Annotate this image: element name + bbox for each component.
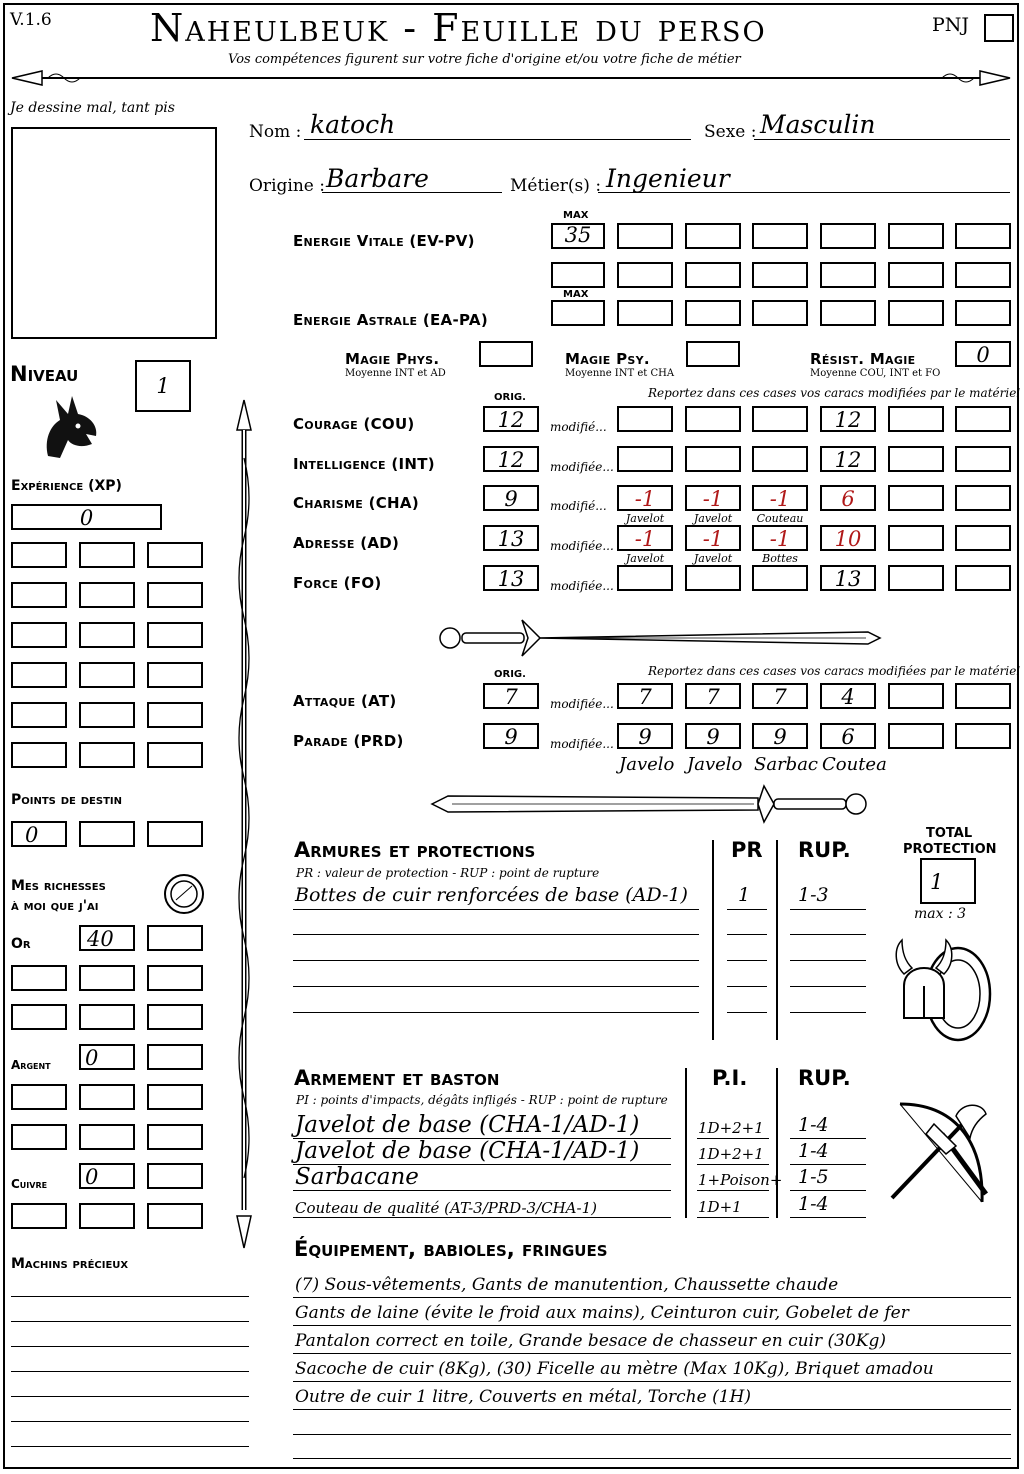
resist-magie-label: Résist. Magie [810,350,916,368]
combat-orig-label: ORIG. [494,669,526,680]
stat-mod-box[interactable]: 12 [820,446,876,472]
armement-rup-line [790,1164,866,1165]
ev-box[interactable] [955,223,1011,249]
armure-line [293,909,699,910]
xp-box[interactable] [147,622,203,648]
armement-rup-header: RUP. [798,1066,851,1090]
combat-label-prd: Parade (PRD) [293,732,404,750]
stat-mod-box[interactable] [752,446,808,472]
armement-pi-line [697,1217,769,1218]
ev-box[interactable] [955,262,1011,288]
pnj-checkbox[interactable] [984,14,1014,42]
modifie-label: modifiée... [550,579,614,593]
sheet-subtitle: Vos compétences figurent sur votre fiche d'origine et/ou votre fiche de métier [228,52,741,67]
armement-rup[interactable]: 1-4 [798,1114,829,1136]
precieux-line [11,1446,249,1447]
sword-icon [428,616,884,660]
combat-mod-box[interactable]: 7 [685,683,741,709]
stat-mod-caption: Bottes [762,552,798,565]
stat-orig-cha[interactable]: 9 [483,485,539,511]
ea-box[interactable] [888,300,944,326]
stat-mod-box[interactable] [685,446,741,472]
stat-orig-ad[interactable]: 13 [483,525,539,551]
sword-icon [428,782,874,826]
armement-line [293,1217,671,1218]
armement-pi-line [697,1164,769,1165]
stat-mod-box[interactable] [955,565,1011,591]
armement-name[interactable]: Couteau de qualité (AT-3/PRD-3/CHA-1) [295,1199,597,1217]
ea-box[interactable] [617,300,673,326]
armure-pr-line [727,934,767,935]
equipement-line [293,1409,1011,1410]
stat-mod-box[interactable]: 12 [820,406,876,432]
stat-mod-box[interactable] [955,485,1011,511]
armures-rup-header: RUP. [798,838,851,862]
ea-box[interactable] [955,300,1011,326]
bow-axe-icon [882,1094,998,1214]
ea-box[interactable] [752,300,808,326]
xp-label: Expérience (XP) [11,478,122,494]
combat-label-at: Attaque (AT) [293,692,397,710]
stat-mod-box[interactable] [955,525,1011,551]
sexe-line [754,139,1010,140]
combat-report-note: Reportez dans ces cases vos caracs modifiées par le matériel [648,664,1021,678]
armement-line [293,1190,671,1191]
armement-pi[interactable]: 1+Poison+ [698,1171,783,1189]
armement-pi[interactable]: 1D+2+1 [698,1119,764,1137]
origine-line [322,192,502,193]
weapon-caption: Sarbac [754,754,819,775]
portrait-box[interactable] [11,127,217,339]
ev-box[interactable] [820,223,876,249]
metier-label: Métier(s) : [510,176,602,196]
argent-box[interactable] [79,1084,135,1110]
ev-max-label: MAX [563,210,589,221]
xp-box[interactable] [79,622,135,648]
ev-box[interactable] [617,223,673,249]
pr-header: PR [731,838,763,862]
stat-mod-box[interactable] [955,406,1011,432]
armure-pr-line [727,960,767,961]
helmet-shield-icon [890,930,996,1044]
xp-box[interactable] [147,702,203,728]
armure-rup-line [790,1012,866,1013]
combat-mod-box[interactable]: 9 [752,723,808,749]
origine-label: Origine : [249,176,325,196]
armement-name[interactable]: Sarbacane [295,1164,419,1190]
sexe-label: Sexe : [704,122,757,142]
spear-divider-icon [8,66,1014,90]
combat-orig-prd[interactable]: 9 [483,723,539,749]
armement-rup-line [790,1190,866,1191]
equipement-item[interactable]: Gants de laine (évite le froid aux mains), Ceinturon cuir, Gobelet de fer [295,1303,909,1323]
modifie-label: modifié... [550,499,607,513]
argent-box[interactable] [79,1124,135,1150]
stat-mod-caption: Javelot [693,552,733,565]
ev-box[interactable] [685,223,741,249]
modifie-label: modifiée... [550,697,614,711]
stat-label-cha: Charisme (CHA) [293,494,419,512]
combat-mod-box[interactable]: 6 [820,723,876,749]
ev-box[interactable] [752,262,808,288]
stat-mod-box[interactable] [888,406,944,432]
niveau-label: Niveau [10,362,79,386]
equipement-line [293,1434,1011,1435]
sexe-value[interactable]: Masculin [760,110,876,139]
combat-mod-box[interactable]: 4 [820,683,876,709]
ev-max-box[interactable]: 35 [551,223,605,249]
ev-box[interactable] [820,262,876,288]
stat-mod-box[interactable]: 13 [820,565,876,591]
equipement-line [293,1353,1011,1354]
armement-divider [685,1068,687,1218]
or-box[interactable]: 40 [79,925,135,951]
xp-box[interactable] [147,662,203,688]
combat-orig-at[interactable]: 7 [483,683,539,709]
magie-psy-note: Moyenne INT et CHA [565,368,675,379]
modifie-label: modifiée... [550,460,614,474]
stat-mod-box[interactable]: -1 [617,525,673,551]
stat-mod-box[interactable]: -1 [685,485,741,511]
argent-box[interactable] [147,1084,203,1110]
stat-mod-box[interactable]: -1 [752,485,808,511]
cuivre-box[interactable] [147,1163,203,1189]
or-box[interactable] [147,1004,203,1030]
stat-mod-box[interactable] [685,406,741,432]
equipement-item[interactable]: Sacoche de cuir (8Kg), (30) Ficelle au mètre (Max 10Kg), Briquet amadou [295,1359,934,1379]
ev-box[interactable] [888,262,944,288]
cuivre-box[interactable] [147,1203,203,1229]
armement-rup[interactable]: 1-4 [798,1193,829,1215]
origine-value[interactable]: Barbare [326,164,429,193]
orig-label: ORIG. [494,392,526,403]
precieux-line [11,1321,249,1322]
armement-rup[interactable]: 1-4 [798,1140,829,1162]
stat-mod-box[interactable] [685,565,741,591]
stat-label-fo: Force (FO) [293,574,382,592]
armures-note: PR : valeur de protection - RUP : point de rupture [296,866,600,880]
ea-max-label: MAX [563,289,589,300]
combat-mod-box[interactable]: 9 [685,723,741,749]
cuivre-box[interactable] [79,1203,135,1229]
xp-box[interactable] [79,702,135,728]
stat-label-ad: Adresse (AD) [293,534,400,552]
xp-box[interactable] [11,662,67,688]
stat-mod-caption: Javelot [625,512,665,525]
sheet-title: Naheulbeuk - Feuille du perso [150,6,767,50]
report-note: Reportez dans ces cases vos caracs modifiées par le matériel [648,386,1021,400]
modifie-label: modifiée... [550,539,614,553]
ev-box[interactable] [888,223,944,249]
ev-label: Energie Vitale (EV-PV) [293,232,475,250]
stat-mod-box[interactable] [752,406,808,432]
stat-mod-box[interactable]: -1 [617,485,673,511]
stat-mod-box[interactable]: 10 [820,525,876,551]
armement-pi-line [697,1190,769,1191]
combat-mod-box[interactable]: 9 [617,723,673,749]
equipement-line [293,1325,1011,1326]
stat-mod-box[interactable] [617,406,673,432]
combat-mod-box[interactable]: 7 [752,683,808,709]
combat-mod-box[interactable] [888,683,944,709]
modifie-label: modifiée... [550,737,614,751]
cuivre-label: Cuivre [11,1177,48,1191]
combat-mod-box[interactable] [955,683,1011,709]
armure-name[interactable]: Bottes de cuir renforcées de base (AD-1) [295,884,688,906]
richesses-label: Mes richesses [11,878,106,894]
magie-phys-label: Magie Phys. [345,350,440,368]
stat-mod-box[interactable] [888,525,944,551]
version-label: V.1.6 [10,10,52,30]
armure-rup[interactable]: 1-3 [798,884,829,906]
stat-label-cou: Courage (COU) [293,415,415,433]
xp-box[interactable]: 0 [11,504,162,530]
precieux-line [11,1396,249,1397]
equipement-item[interactable]: Outre de cuir 1 litre, Couverts en métal, Torche (1H) [295,1387,751,1407]
equipement-title: Équipement, babioles, fringues [294,1237,608,1261]
armement-title: Armement et baston [294,1066,500,1090]
xp-box[interactable] [79,742,135,768]
argent-box[interactable] [147,1044,203,1070]
armure-line [293,960,699,961]
armure-pr[interactable]: 1 [738,884,751,906]
armement-pi[interactable]: 1D+1 [698,1198,742,1216]
stat-label-int: Intelligence (INT) [293,455,435,473]
total-protection-label-2: PROTECTION [903,842,997,857]
precieux-line [11,1421,249,1422]
nom-value[interactable]: katoch [310,110,396,139]
armement-rup[interactable]: 1-5 [798,1166,829,1188]
cuivre-box[interactable]: 0 [79,1163,135,1189]
equipement-line [293,1458,1011,1459]
armement-pi[interactable]: 1D+2+1 [698,1145,764,1163]
armures-title: Armures et protections [294,838,536,862]
niveau-box[interactable]: 1 [135,360,191,412]
armure-line [293,986,699,987]
or-box[interactable] [79,1004,135,1030]
resist-magie-box[interactable]: 0 [955,341,1011,367]
weapon-caption: Javelo [687,754,743,775]
armure-pr-line [727,1012,767,1013]
armement-note: PI : points d'impacts, dégâts infligés - RUP : point de rupture [296,1093,668,1107]
armure-rup-line [790,909,866,910]
xp-box[interactable] [11,702,67,728]
metier-line [598,192,1010,193]
armure-line [293,934,699,935]
xp-box[interactable] [147,542,203,568]
destin-box[interactable]: 0 [11,821,67,847]
stat-mod-caption: Couteau [756,512,804,525]
xp-box[interactable] [147,742,203,768]
armure-rup-line [790,960,866,961]
stat-mod-box[interactable] [752,565,808,591]
stat-mod-caption: Javelot [693,512,733,525]
total-protection-label: TOTAL [926,826,973,841]
precieux-line [11,1371,249,1372]
ev-box[interactable] [617,262,673,288]
ea-label: Energie Astrale (EA-PA) [293,311,488,329]
armement-divider [776,1068,778,1218]
stat-orig-fo[interactable]: 13 [483,565,539,591]
or-box[interactable] [11,965,67,991]
armure-pr-line [727,986,767,987]
destin-box[interactable] [147,821,203,847]
stat-mod-caption: Javelot [625,552,665,565]
vertical-spear-icon [226,398,262,1250]
ea-box[interactable] [820,300,876,326]
stat-mod-box[interactable] [617,446,673,472]
armement-name[interactable]: Javelot de base (CHA-1/AD-1) [295,1112,640,1138]
coin-icon [162,872,206,916]
stat-mod-box[interactable] [617,565,673,591]
argent-label: Argent [11,1058,51,1072]
combat-mod-box[interactable] [888,723,944,749]
stat-mod-box[interactable] [888,485,944,511]
armement-rup-line [790,1217,866,1218]
dragon-icon [38,392,104,462]
argent-box[interactable] [11,1124,67,1150]
nom-label: Nom : [249,122,302,142]
or-box[interactable] [79,965,135,991]
xp-box[interactable] [11,582,67,608]
magie-psy-box[interactable] [686,341,740,367]
xp-box[interactable] [147,582,203,608]
xp-box[interactable] [11,742,67,768]
pi-header: P.I. [712,1066,748,1090]
ev-box[interactable] [551,262,605,288]
richesses-label-2: à moi que j'ai [11,898,99,914]
stat-mod-box[interactable]: -1 [685,525,741,551]
destin-label: Points de destin [11,792,122,808]
armure-line [293,1012,699,1013]
combat-mod-box[interactable]: 7 [617,683,673,709]
xp-box[interactable] [79,582,135,608]
xp-box[interactable] [79,662,135,688]
armure-rup-line [790,986,866,987]
magie-phys-box[interactable] [479,341,533,367]
equipement-line [293,1381,1011,1382]
cuivre-box[interactable] [11,1203,67,1229]
armement-rup-line [790,1138,866,1139]
portrait-caption: Je dessine mal, tant pis [10,100,175,116]
ea-max-box[interactable] [551,300,605,326]
ev-box[interactable] [685,262,741,288]
stat-mod-box[interactable] [888,565,944,591]
stat-mod-box[interactable] [888,446,944,472]
magie-psy-label: Magie Psy. [565,350,650,368]
argent-box[interactable] [11,1084,67,1110]
equipement-line [293,1297,1011,1298]
modifie-label: modifié... [550,420,607,434]
armures-divider [712,840,714,1040]
argent-box[interactable]: 0 [79,1044,135,1070]
destin-box[interactable] [79,821,135,847]
xp-box[interactable] [11,622,67,648]
pnj-label: PNJ [932,14,970,36]
resist-magie-note: Moyenne COU, INT et FO [810,368,941,379]
equipement-item[interactable]: Pantalon correct en toile, Grande besace de chasseur en cuir (30Kg) [295,1331,886,1351]
xp-box[interactable] [11,542,67,568]
magie-phys-note: Moyenne INT et AD [345,368,446,379]
ev-box[interactable] [752,223,808,249]
or-box[interactable] [147,965,203,991]
armement-name[interactable]: Javelot de base (CHA-1/AD-1) [295,1138,640,1164]
nom-line [304,139,691,140]
max-protection-label: max : 3 [914,906,967,922]
or-box[interactable] [11,1004,67,1030]
armement-pi-line [697,1138,769,1139]
or-box[interactable] [147,925,203,951]
armures-divider [776,840,778,1040]
precieux-line [11,1296,249,1297]
armure-rup-line [790,934,866,935]
precieux-label: Machins précieux [11,1256,129,1272]
ea-box[interactable] [685,300,741,326]
or-label: Or [11,936,31,952]
stat-orig-int[interactable]: 12 [483,446,539,472]
stat-mod-box[interactable]: -1 [752,525,808,551]
argent-box[interactable] [147,1124,203,1150]
stat-mod-box[interactable] [955,446,1011,472]
metier-value[interactable]: Ingenieur [606,164,730,193]
stat-mod-box[interactable]: 6 [820,485,876,511]
total-protection-box[interactable]: 1 [920,858,976,904]
combat-mod-box[interactable] [955,723,1011,749]
weapon-caption: Coutea [822,754,887,775]
weapon-caption: Javelo [619,754,675,775]
precieux-line [11,1346,249,1347]
equipement-item[interactable]: (7) Sous-vêtements, Gants de manutention, Chaussette chaude [295,1275,839,1295]
stat-orig-cou[interactable]: 12 [483,406,539,432]
armure-pr-line [727,909,767,910]
xp-box[interactable] [79,542,135,568]
